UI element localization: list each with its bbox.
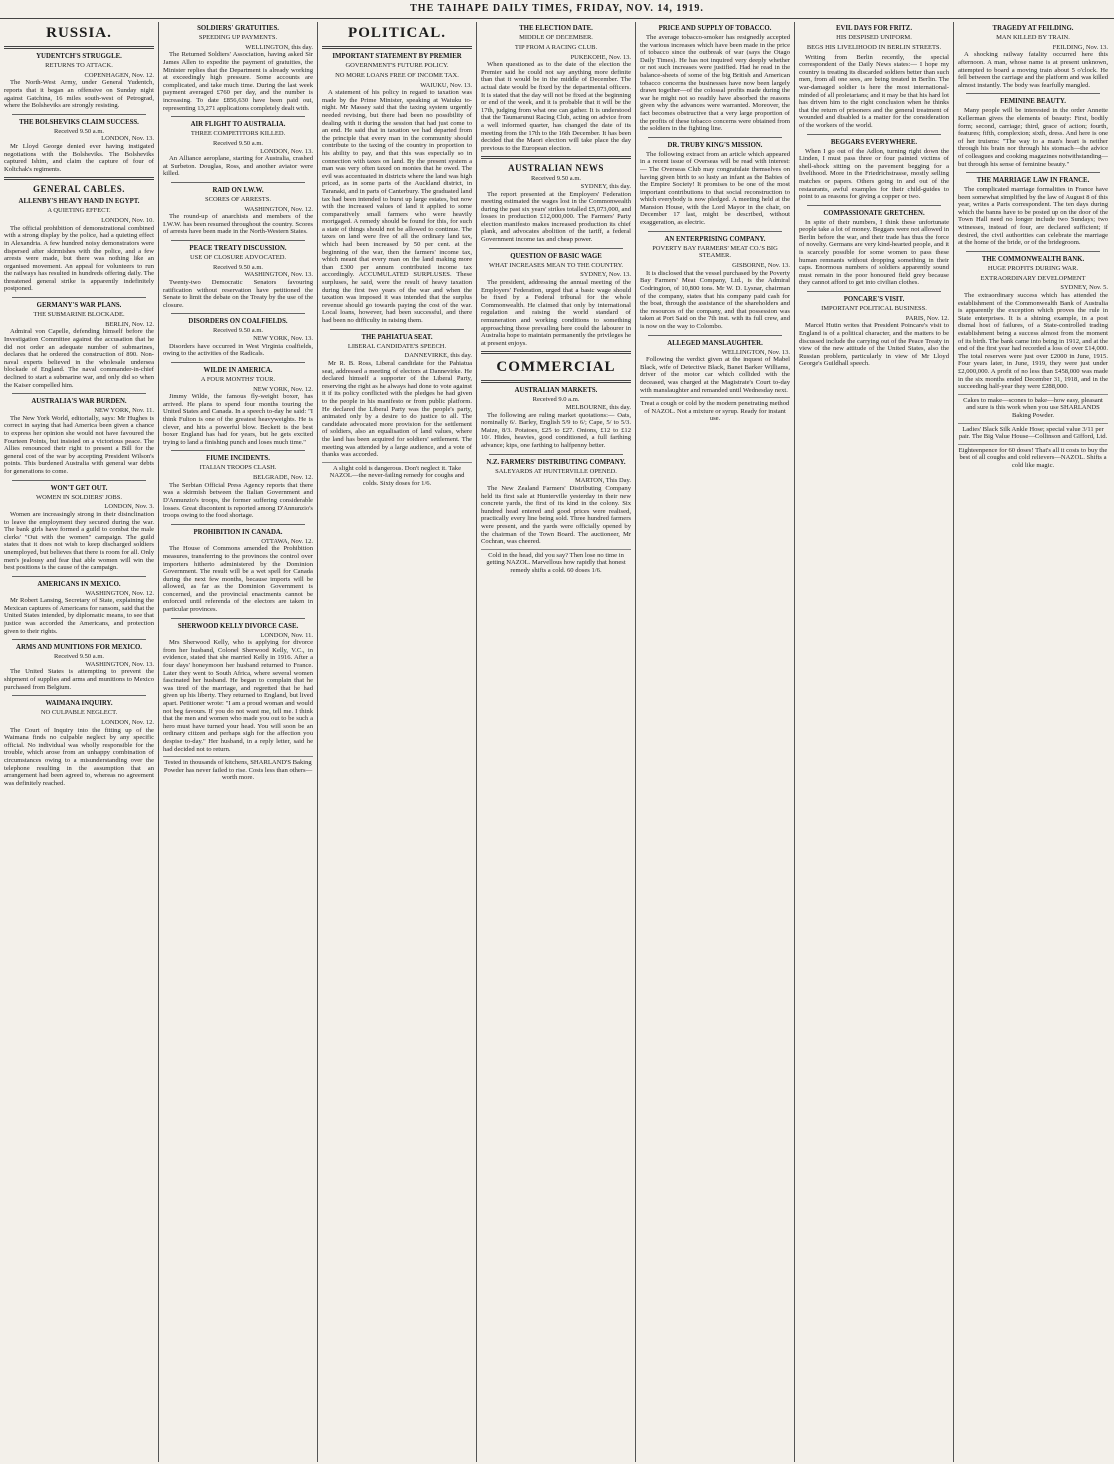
article	[799, 205, 949, 287]
article-separator	[12, 639, 146, 640]
article	[799, 134, 949, 201]
article-separator	[966, 251, 1100, 252]
received-time: Received 9.50 a.m.	[531, 175, 581, 183]
headline: YUDENTCH'S STRUGGLE.	[36, 53, 122, 60]
subheadline: IMPORTANT POLITICAL BUSINESS.	[821, 305, 927, 313]
section-rule	[481, 156, 631, 159]
article-body: Disorders have occurred in West Virginia coalfields, owing to the activities of the Radicals.	[163, 342, 313, 358]
article-body: An Alliance aeroplane, starting for Australia, crashed at Surbeton. Douglas, Ross, and another aviator were killed.	[163, 155, 313, 178]
subheadline-2: TIP FROM A RACING CLUB.	[514, 43, 598, 51]
article-body: In spite of their numbers, I think these unfortunate people take a lot of money. Beggars were not allowed in Berlin before the war, and their trade has thus the force of novelty. Germans are very kind-hearted people, and it is scarcely possible for some women to pass these human remnants without dropping something in their caps. Enormous numbers of soldiers apparently sound must remain in the poor honoured field grey because they cannot afford to get into civilian clothes.	[799, 218, 949, 287]
headline: EVIL DAYS FOR FRITZ.	[835, 25, 913, 32]
article-body: The United States is attempting to prevent the shipment of supplies and arms and munitions to Mexico purchased from Belgium.	[4, 668, 154, 691]
section-title: POLITICAL.	[348, 25, 446, 41]
ad-text: Ladies' Black Silk Ankle Hose; special value 3/11 per pair. The Big Value House—Collinson and Gifford, Ltd.	[958, 423, 1108, 441]
article-body: A statement of his policy in regard to taxation was made by the Prime Minister, speaking at Waiuku to-night. Mr Massey said that the taxing system urgently needed revising, but there had been no possibility of dealing with it during the session that had just come to an end. He said that in taxation we had departed from the principle that every man in the community should contribute to the taxing of the country in proportion to his ability to pay, and that this was especially so in connection with taxes on land. By the present system a man was very often taxed on monies that he owed. The evil was accentuated in districts where the land was high priced, as in some parts of the Auckland district, in Taranaki, and in parts of Canterbury. The graduated land tax had been intended to burst up large estates, but now with the increased values of land it applied to some comparatively small farmers who were heavily mortgaged. A remedy should be found for this, for such a state of things should not be allowed to continue. The taxes on land were five of all the ordinary land tax, which had been increased by 50 per cent. at the beginning of the war, then the farmers' income tax, which meant that every man on the land making more than £300 per annum contributed income tax accordingly. ACCUMULATED SURPLUSES. These surpluses, he said, were the result of heavy taxation during the first two years of the war and when the taxation was imposed it was intended that the surplus revenue should go towards paying the cost of the war. Local loans, however, had been successful, and there had been no difficulty in raising them.	[322, 89, 472, 324]
ad-text: Cakes to make—scones to bake—how easy, pleasant and sure is this work when you use SHARLANDS Baking Powder.	[958, 394, 1108, 420]
advertisement	[322, 462, 472, 488]
article-separator	[12, 114, 146, 115]
article-separator	[489, 248, 623, 249]
dateline: DANNEVIRKE, this day.	[404, 352, 472, 360]
section-rule	[322, 46, 472, 49]
article-separator	[648, 335, 782, 336]
article-separator	[966, 172, 1100, 173]
subheadline: USE OF CLOSURE ADVOCATED.	[189, 254, 287, 262]
column-5	[640, 22, 790, 1462]
article-body: The House of Commons amended the Prohibition measures, transferring to the provinces the control over importers hitherto administered by the Dominion Government. The result will be a wet spell for Canada during the next few months, because imports will be allowed, as far as the Dominion Government is concerned, and the provincial enactments cannot be enforced until referenda of the electors are taken in particular provinces.	[163, 545, 313, 614]
ad-text: A slight cold is dangerous. Don't neglect it. Take NAZOL—the never-failing remedy for coughs and colds. Sixty doses for 1/6.	[322, 462, 472, 488]
headline: FEMININE BEAUTY.	[1000, 98, 1066, 106]
article-separator	[171, 116, 305, 117]
article-body: Following the verdict given at the inquest of Mabel Black, wife of Detective Black, Banet Barker Williams, driver of the motor car which collided with the deceased, was charged at the Magistrate's Court to-day with manslaughter and remanded until Wednesday next.	[640, 356, 790, 394]
article	[640, 137, 790, 227]
headline: PROHIBITION IN CANADA.	[193, 528, 283, 536]
section-title: RUSSIA.	[46, 25, 112, 41]
dateline: NEW YORK, Nov. 12.	[253, 385, 313, 393]
headline: THE MARRIAGE LAW IN FRANCE.	[976, 177, 1090, 185]
column-6	[799, 22, 949, 1462]
article-separator	[648, 231, 782, 232]
column-rule	[317, 22, 318, 1462]
dateline: WASHINGTON, Nov. 13.	[244, 271, 313, 279]
headline: SHERWOOD KELLY DIVORCE CASE.	[177, 622, 299, 630]
article-body: The round-up of anarchists and members of the I.W.W. has been resumed throughout the country. Scores of arrests have been made in the North-Western States.	[163, 213, 313, 236]
dateline: LONDON, Nov. 11.	[260, 631, 313, 639]
article-separator	[489, 454, 623, 455]
subheadline: HIS DESPISED UNIFORM.	[836, 34, 912, 41]
headline: AMERICANS IN MEXICO.	[37, 580, 121, 588]
ad-text: Eighteenpence for 60 doses! That's all it costs to buy the best of all coughs and cold relievers—NAZOL. Shifts a cold like magic.	[958, 444, 1108, 470]
column-3	[322, 22, 472, 1462]
article-separator	[171, 618, 305, 619]
column-4	[481, 22, 631, 1462]
subheadline-2: BEGS HIS LIVELIHOOD IN BERLIN STREETS.	[806, 43, 942, 51]
column-rule	[635, 22, 636, 1462]
headline: PRICE AND SUPPLY OF TOBACCO.	[658, 25, 772, 32]
headline: AN ENTERPRISING COMPANY.	[664, 235, 766, 243]
section-rule	[4, 177, 154, 180]
headline: THE COMMONWEALTH BANK.	[981, 255, 1085, 263]
article-separator	[648, 137, 782, 138]
subheadline: HUGE PROFITS DURING WAR.	[987, 264, 1079, 272]
article	[163, 182, 313, 236]
received-time: Received 9.50 a.m.	[213, 139, 263, 147]
article	[4, 114, 154, 174]
article	[958, 93, 1108, 168]
article	[4, 24, 154, 110]
article-body: The Returned Soldiers' Association, having asked Sir James Allen to expedite the payment of gratuities, the Minister replies that the Department is already working at exceedingly high pressure. Some accounts are complicated, and take much time. During the last week payment averaged £760 per day, and the number is increasing. To date £856,630 have been paid out, representing 13,271 applications completely dealt with.	[163, 51, 313, 112]
headline: ALLENBY'S HEAVY HAND IN EGYPT.	[18, 198, 140, 206]
newspaper-columns	[4, 22, 1110, 1462]
article-separator	[171, 362, 305, 363]
article-body: Many people will be interested in the order Annette Kellerman gives the elements of beauty: First, bodily form; second, carriage; third, grace of action; fourth, features; fifth, complexion; sixth, dress. And here is one of her truisms: "The way to a man's heart is neither through his brain nor through his stomach—the advice of colleagues and cooking magazines notwithstanding—but through his sense of feminine beauty."	[958, 107, 1108, 168]
page-header: THE TAIHAPE DAILY TIMES, FRIDAY, NOV. 14, 1919.	[0, 0, 1114, 19]
article-body: The following are ruling market quotations:— Oats, nominally 6/. Barley, English 5/9 to 6/; Cape, 5/ to 5/3. Maize, 8/3. Potatoes, £25 to £27. Onions, £12 to £12 10/. Hides, heavies, good conditioned, a full farthing advance; kips, one farthing to halfpenny better.	[481, 411, 631, 449]
headline: FIUME INCIDENTS.	[206, 455, 270, 463]
dateline: PARIS, Nov. 12.	[905, 314, 949, 322]
column-7	[958, 22, 1108, 1462]
subheadline: THE SUBMARINE BLOCKADE.	[33, 311, 125, 319]
article-body: Marcel Hutin writes that President Poincare's visit to England is of a political character, and the matters to be discussed include the carrying out of the Peace Treaty in view of the new attitude of the United States, also the Russian problem, particularly in view of Mr Lloyd George's Guildhall speech.	[799, 322, 949, 368]
article	[4, 639, 154, 691]
article	[163, 362, 313, 447]
subheadline: MAN KILLED BY TRAIN.	[996, 34, 1070, 41]
dateline: SYDNEY, Nov. 5.	[1060, 284, 1108, 292]
received-time: Received 9.50 a.m.	[213, 263, 263, 271]
article-separator	[171, 450, 305, 451]
article	[958, 251, 1108, 391]
received-time: Received 9.0 a.m.	[532, 396, 580, 404]
received-time: Received 9.50 a.m.	[54, 127, 104, 135]
headline: GERMANY'S WAR PLANS.	[36, 302, 122, 310]
article-body: The extraordinary success which has attended the establishment of the Commonwealth Bank of Australia is apparently the exception which proves the rule in State enterprises. It is a shining example, in a post dismal host of failures, of a State-controlled trading establishment being a success almost from the moment of its birth. The bank came into being in 1912, and at the end of the first year had recorded a loss of over £14,000. The total reserves were just over £2000 in June, 1915. Four years later, in June, 1919, they were just under £2,000,000. A profit of no less than £458,000 was made in the six months ended December 31, 1918, and in the succeeding half-year they were £288,000.	[958, 292, 1108, 391]
headline: COMPASSIONATE GRETCHEN.	[823, 209, 925, 217]
article	[481, 248, 631, 348]
dateline: BERLIN, Nov. 12.	[105, 320, 154, 328]
article-body: The New Zealand Farmers' Distributing Company held its first sale at Hunterville yesterday in their new concrete yards, the first of its kind in the colony. Six hundred head entered and good prices were realised, practically every line being sold. Three hundred farmers were present, and the yards were officially opened by the chairman of the Town Board. The auctioneer, Mr Cochran, was cheered.	[481, 484, 631, 546]
dateline: LONDON, Nov. 12.	[101, 719, 154, 727]
section-title: GENERAL CABLES.	[32, 184, 126, 195]
dateline: WAIUKU, Nov. 13.	[420, 81, 472, 89]
headline: PEACE TREATY DISCUSSION.	[189, 245, 287, 253]
section-title: AUSTRALIAN NEWS	[508, 163, 604, 174]
section-rule	[481, 351, 631, 354]
headline: PONCARE'S VISIT.	[843, 296, 905, 304]
dateline: SYDNEY, Nov. 13.	[580, 271, 631, 279]
column-rule	[953, 22, 954, 1462]
article	[163, 116, 313, 178]
subheadline: THREE COMPETITORS KILLED.	[190, 130, 286, 138]
article-separator	[171, 524, 305, 525]
subheadline: MIDDLE OF DECEMBER.	[519, 34, 593, 41]
article	[958, 25, 1108, 89]
dateline: BELGRADE, Nov. 12.	[252, 474, 313, 482]
headline: ARMS AND MUNITIONS FOR MEXICO.	[16, 644, 142, 652]
advertisement	[958, 444, 1108, 470]
article-body: The official prohibition of demonstrational combined with a strong display by the police, had a quieting effect in Alexandria. A few hundred noisy demonstrators were dispersed after skirmishes with the police, and a few arrests were made, but there was nothing like an organised movement. An appeal for volunteers to run the railways has resulted in hundreds offering daily. The threatened general strike is apparently indefinitely postponed.	[4, 224, 154, 293]
article-separator	[12, 393, 146, 394]
article	[163, 618, 313, 754]
headline: THE BOLSHEVIKS CLAIM SUCCESS.	[19, 118, 139, 126]
received-time: Received 9.50 a.m.	[54, 653, 104, 661]
subheadline: POVERTY BAY FARMERS' MEAT CO.'S BIG STEAMER.	[652, 244, 778, 260]
article-body: The complicated marriage formalities in France have been somewhat simplified by the law of August 8 of this year, writes a Paris correspondent. The ten days during which the banns have to be posted up on the door of the Town Hall need no longer include two Sundays; two witnesses, instead of four, are declared sufficient; if desired, the civil authorities can celebrate the marriage at the home of the bride, or of the bridegroom.	[958, 186, 1108, 247]
dateline: LONDON, Nov. 13.	[260, 147, 313, 155]
article-body: Women are increasingly strong in their disinclination to leave the employment they secured during the war. The bank girls have formed a guild to combat the male clerks' "Out with the women" campaign. The guild states that it does not wish to keep discharged soldiers unemployed, but believes that there is room for all. Only men's jealousy and fear that able women will win the best positions is the cause of the campaign.	[4, 510, 154, 572]
dateline: LONDON, Nov. 3.	[104, 503, 154, 511]
ad-text: Cold in the head, did you say? Then lose no time in getting NAZOL. Marvellous how rapidly that honest remedy shifts a cold. 60 doses 1/6.	[481, 549, 631, 575]
article-separator	[171, 313, 305, 314]
section-title: COMMERCIAL	[496, 359, 616, 376]
article-body: The Serbian Official Press Agency reports that there was a skirmish between the Italian Government and D'Annunzio's troops, the former suffering considerable losses. Great discontent is reported among D'Annunzio's troops owing to the food shortage.	[163, 481, 313, 520]
headline: QUESTION OF BASIC WAGE	[510, 252, 602, 260]
dateline: COPENHAGEN, Nov. 12.	[84, 71, 154, 79]
headline: WILDE IN AMERICA.	[203, 366, 273, 374]
dateline: LONDON, Nov. 13.	[101, 135, 154, 143]
subheadline: SCORES OF ARRESTS.	[205, 195, 271, 203]
article	[4, 297, 154, 389]
column-rule	[794, 22, 795, 1462]
article-body: The North-West Army, under General Yudentch, reports that it began an offensive on Sunday night against Gatchina, 16 miles south-west of Petrograd, where the Bolsheviks are strongly resisting.	[4, 79, 154, 110]
article-body: Mr R. B. Ross, Liberal candidate for the Pahiatua seat, addressed a meeting of electors at Dannevirke. He declared himself a supporter of the Liberal Party, reserving the right as he always had done to vote against it if its policy conflicted with the pledges he had given to the people in his manifesto or from public platform. He declared the Liberal Party was the people's party, animated only by a desire to do justice to all. The candidate advocated more provision for the settlement of soldiers, also an equalisation of land values, where the land has been acquired for soldiers' settlement. The meeting was attended by a large audience, and a vote of thanks was accorded.	[322, 359, 472, 459]
dateline: NEW YORK, Nov. 11.	[94, 407, 154, 415]
dateline: MELBOURNE, this day.	[565, 403, 631, 411]
article-separator	[12, 297, 146, 298]
subheadline: ITALIAN TROOPS CLASH.	[199, 464, 277, 472]
article-separator	[12, 480, 146, 481]
article	[640, 25, 790, 133]
dateline: OTTAWA, Nov. 12.	[261, 537, 313, 545]
article	[163, 450, 313, 519]
article-separator	[807, 134, 941, 135]
article	[4, 576, 154, 636]
subheadline: LIBERAL CANDIDATE'S SPEECH.	[347, 342, 447, 350]
headline: DR. TRUBY KING'S MISSION.	[667, 141, 763, 149]
dateline: MARTON, This Day.	[574, 477, 631, 485]
article-body: Admiral von Capelle, defending himself before the Investigation Committee against the accusation that he did not order an adequate number of submarines, declares that he ordered the construction of 890. Non-naval experts believed in the wholesale undersea blockade of England. The naval commander-in-chief declined to start a submarine war, and only did so when the Kaiser compelled him.	[4, 328, 154, 389]
article	[481, 156, 631, 243]
article	[163, 240, 313, 309]
article-body: When I go out of the Adlon, turning right down the Linden, I must pass three or four painted victims of shell-shock sitting on the pavement begging for a livelihood. More in the Friedrichstrasse, mostly selling matches or papers. Others going in and out of the restaurants, awful examples for their child-guides to point to as reasons for giving a copper or two.	[799, 147, 949, 201]
advertisement	[958, 423, 1108, 441]
received-time: Received 9.50 a.m.	[213, 327, 263, 335]
article	[640, 335, 790, 395]
ad-text: Treat a cough or cold by the modern penetrating method of NAZOL. Not a mixture or syrup. Ready for instant use.	[640, 397, 790, 423]
article-body: Twenty-two Democratic Senators favouring ratification without reservation have petitioned the Senate to limit the debate on the Treaty by the use of the closure.	[163, 279, 313, 309]
article-body: The average tobacco-smoker has resignedly accepted the various increases which have been made in the price of tobacco since the outbreak of war (says the Otago Daily Times). He has not inquired very deeply whether or not such increases were justified. Had he read in the balance-sheets of some of the big British and American tobacco concerns the businesses have now been largely drawn together—of the colossal profits made during the war he might not so readily have absorbed the reasons given why the advances were warranted. Moreover, the fact becomes obstructive that a very large proportion of the profits of these tobacco concerns were obtained from the soldiers in the fighting line.	[640, 34, 790, 133]
dateline: WASHINGTON, Nov. 13.	[85, 660, 154, 668]
article	[481, 454, 631, 546]
section-rule	[481, 380, 631, 383]
column-2	[163, 22, 313, 1462]
article	[799, 25, 949, 130]
article	[958, 172, 1108, 247]
headline: THE PAHIATUA SEAT.	[361, 333, 433, 341]
article-body: The Court of Inquiry into the fitting up of the Waimana finds no culpable neglect by any specific official. No individual was wholly responsible for the trouble, which arose from an unhappy combination of circumstances owing to a misunderstanding over the telephone resulting in the assumption that an arrangement had been agreed to, whereas no agreement was definitely reached.	[4, 726, 154, 787]
article-body: The New York World, editorially, says: Mr Hughes is correct in saying that had America been given a chance to express her opinion she would not have favoured the Fourteen Points, but insisted on a victorious peace. The Allies renounced their right to present a Bill for the general cost of the war by accepting President Wilson's points. This burdened Australia with general war debts for generations to come.	[4, 414, 154, 475]
article-body: Writing from Berlin recently, the special correspondent of the Daily News states:— I hope my country is treating its discarded soldiers better than such men, from all one sees, are being treated in Berlin. The war-damaged soldier is here the most international-minded of all proletarians; and it may be that his hard lot has driven him to the right conclusion when he thinks that the return of prisoners and the general treatment of wounded and disabled is a matter for the consideration of the workers of the world.	[799, 53, 949, 129]
column-rule	[476, 22, 477, 1462]
headline: WON'T GET OUT.	[50, 484, 108, 492]
subheadline: A QUIETING EFFECT.	[47, 207, 111, 215]
headline: DISORDERS ON COALFIELDS.	[188, 318, 288, 326]
dateline: NEW YORK, Nov. 13.	[253, 335, 313, 343]
article-body: Mr Lloyd George denied ever having instigated negotiations with the Bolsheviks. The Bolsheviks captured Ishim, and claim the capture of four of Koltchak's regiments.	[4, 142, 154, 173]
subheadline: RETURNS TO ATTACK.	[45, 62, 113, 69]
article-separator	[12, 576, 146, 577]
headline: TRAGEDY AT FEILDING.	[992, 25, 1074, 32]
headline: THE ELECTION DATE.	[519, 25, 593, 32]
subheadline-2: NO MORE LOANS FREE OF INCOME TAX.	[335, 71, 459, 79]
headline: SOLDIERS' GRATUITIES.	[197, 25, 279, 32]
dateline: WELLINGTON, Nov. 13.	[721, 348, 790, 356]
column-1	[4, 22, 154, 1462]
article	[4, 480, 154, 572]
article-separator	[330, 329, 464, 330]
headline: AIR FLIGHT TO AUSTRALIA.	[190, 121, 286, 129]
advertisement	[958, 394, 1108, 420]
article	[163, 313, 313, 357]
article	[640, 231, 790, 331]
article-separator	[966, 93, 1100, 94]
subheadline: WHAT INCREASES MEAN TO THE COUNTRY.	[488, 261, 624, 269]
section-rule	[4, 46, 154, 49]
article-separator	[12, 695, 146, 696]
article-body: The following extract from an article which appeared in a recent issue of Overseas will be read with interest:— The Overseas Club may congratulate themselves on having given birth to so lusty an infant as the Babies of the Empire Society! It promises to be one of the most important contributions to that social reconstruction to which everybody is now pledged. A meeting held at the Mansion House, with the Lord Mayor in the chair, on December 17 last, might be described, without exaggeration, as electric.	[640, 150, 790, 227]
ad-text: Tested in thousands of kitchens, SHARLAND'S Baking Powder has never failed to rise. Costs less than others—worth more.	[163, 756, 313, 782]
article-separator	[171, 240, 305, 241]
subheadline: SPEEDING UP PAYMENTS.	[198, 34, 278, 41]
dateline: WASHINGTON, Nov. 12.	[85, 589, 154, 597]
article	[481, 25, 631, 152]
article	[322, 329, 472, 459]
article-body: It is disclosed that the vessel purchased by the Poverty Bay Farmers' Meat Company, Ltd., is the Admiral Codrington, of 10,800 tons. Mr W. D. Lysnar, chairman of the company, states that his company paid cash for the boat, through the assistance of the shareholders and the resources of the company, and that possession was taken at Port Said on the 7th inst. with its full crew, and is now on the way to Colombo.	[640, 269, 790, 330]
subheadline: NO CULPABLE NEGLECT.	[40, 709, 118, 717]
dateline: SYDNEY, this day.	[580, 182, 631, 190]
article-body: Mrs Sherwood Kelly, who is applying for divorce from her husband, Colonel Sherwood Kelly, V.C., in evidence, stated that she married Kelly in 1916. After a four days' honeymoon her husband returned to France. Later they went to South Africa, where several women fascinated her husband. He began to complain that he was tired of the marriage, and regretted that he had given up his liberty. They returned to England, but lived apart. Petitioner wrote: "I am a proud woman and would not beg favours. If you do not want me, tell me. I think that the men and women who made you out to be such a hero must have turned your head. You will soon be an ordinary citizen and perhaps sigh for the affection you despise to-day." Her husband, in a reply letter, said he had decided not to return.	[163, 639, 313, 753]
article-body: When questioned as to the date of the election the Premier said he could not say anything more definite than that it would be in the middle of December. The actual date would be fixed by the departmental officers. It is stated that the day will not be fixed at the beginning or end of the week, and it is probable that it will be the 17th, judging from what one can gather. It is understood that the Taumarunui Racing Club, acting on advice from a well informed quarter, has changed the date of its meeting from the 17th to the 16th December. It has been decided that the Maori election will take place the day previous to the European election.	[481, 61, 631, 152]
headline: RAID ON I.W.W.	[212, 186, 264, 194]
article-body: The president, addressing the annual meeting of the Employers' Federation, urged that a basic wage should be fixed by a Federal tribunal for the whole Commonwealth. He claimed that only by international regulation and raising the world standard of remuneration and working conditions to something approaching those prevailing here could the labourer in Australia hope to maintain permanently the privileges he at present enjoys.	[481, 279, 631, 347]
subheadline: WOMEN IN SOLDIERS' JOBS.	[35, 493, 123, 501]
headline: BEGGARS EVERYWHERE.	[830, 138, 918, 146]
article-separator	[807, 205, 941, 206]
article	[481, 351, 631, 449]
headline: AUSTRALIAN MARKETS.	[514, 387, 598, 395]
subheadline: GOVERNMENT'S FUTURE POLICY.	[345, 62, 449, 69]
article-separator	[807, 291, 941, 292]
subheadline: SALEYARDS AT HUNTERVILLE OPENED.	[495, 467, 617, 475]
article	[4, 177, 154, 293]
article	[322, 24, 472, 325]
subheadline-2: EXTRAORDINARY DEVELOPMENT	[980, 274, 1086, 282]
subheadline: A FOUR MONTHS' TOUR.	[200, 375, 276, 383]
article	[163, 25, 313, 112]
dateline: PUKEKOHE, Nov. 13.	[570, 53, 631, 61]
article	[163, 524, 313, 614]
article-body: Jimmy Wilde, the famous fly-weight boxer, has arrived. He plans to spend four months touring the United States and Canada. In a speech to-day he said: "I think Fulton is one of the greatest heavyweights. He is clever, and hits a powerful blow. Beckett is the best boxer England has had for years, but he gets excited trying to land a finishing punch and loses much time."	[163, 393, 313, 446]
dateline: WELLINGTON, this day.	[245, 43, 313, 51]
headline: IMPORTANT STATEMENT BY PREMIER	[332, 53, 462, 60]
article	[4, 393, 154, 475]
headline: ALLEGED MANSLAUGHTER.	[667, 339, 763, 347]
article-body: Mr Robert Lansing, Secretary of State, explaining the Mexican captures of Americans for ransom, said that the United States intended, by diplomatic means, to see that justice was accorded the Americans, and protection given to their rights.	[4, 597, 154, 635]
headline: WAIMANA INQUIRY.	[45, 700, 113, 708]
advertisement	[163, 756, 313, 782]
article-body: The report presented at the Employers' Federation meeting estimated the wages lost in the Commonwealth during the past six years' strikes totalled £5,073,000, and losses in production £12,000,000. The Farmers' Party election manifesto makes increased production its chief plank, and advocates abolition of the tariff, a federal Government income tax and cheap power.	[481, 190, 631, 244]
dateline: LONDON, Nov. 10.	[101, 217, 154, 225]
dateline: GISBORNE, Nov. 13.	[732, 262, 790, 270]
advertisement	[481, 549, 631, 575]
headline: AUSTRALIA'S WAR BURDEN.	[31, 398, 127, 406]
advertisement	[640, 397, 790, 423]
headline: N.Z. FARMERS' DISTRIBUTING COMPANY.	[486, 458, 626, 466]
article	[4, 695, 154, 787]
article-separator	[171, 182, 305, 183]
article	[799, 291, 949, 368]
dateline: WASHINGTON, Nov. 12.	[244, 205, 313, 213]
column-rule	[158, 22, 159, 1462]
dateline: FEILDING, Nov. 13.	[1052, 43, 1108, 51]
article-body: A shocking railway fatality occurred here this afternoon. A man, whose name is at present unknown, attempted to board a moving train about 5 o'clock. He fell between the carriage and the platform and was killed almost instantly. The body was fearfully mangled.	[958, 51, 1108, 89]
